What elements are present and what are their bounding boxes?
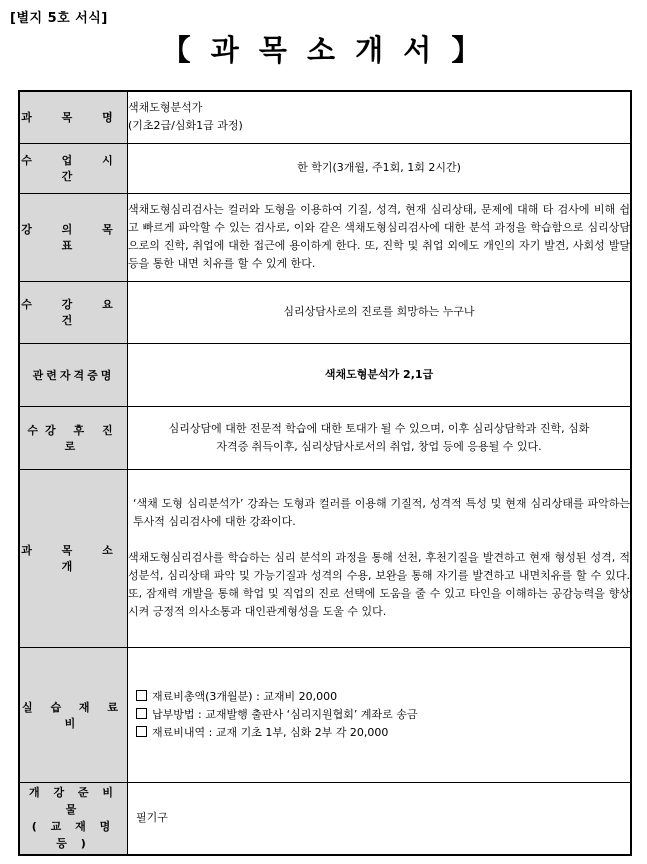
row-class-time (19, 143, 631, 193)
course-intro-paragraph-1: ‘색채 도형 심리분석가’ 강좌는 도형과 컬러를 이용해 기질적, 성격적 특성 및 현재 심리상태를 파악하는 투사적 심리검사에 대한 강좌이다. (133, 497, 630, 528)
subject-name-line2: (기초2급/심화1급 과정) (128, 119, 243, 133)
document-title: 【 과 목 소 개 서 】 (161, 33, 486, 67)
label-lecture-objective: 강 의 목 표 (19, 193, 128, 281)
material-item-total-text: 재료비총액(3개월분) : 교재비 20,000 (152, 689, 338, 703)
label-related-certificate: 관련자격증명 (19, 343, 128, 406)
checkbox-icon (136, 726, 147, 737)
value-lecture-objective: 색채도형심리검사는 컬러와 도형을 이용하여 기질, 성격, 현재 심리상태, 문제에 대해 타 검사에 비해 쉽고 빠르게 파악할 수 있는 검사로, 이와 같은 색채도형심리검사에 대한 분석 과정을 학습함으로 심리상담으로의 진학, 취업에 대한 접근에 용이하게 한다. 또, 진학 및 취업 외에도 개인의 자기 발견, 사회성 발달등을 통한 내면 치유를 할 수 있게 한다. (128, 193, 632, 281)
label-preparation-line2: ( 교 재 명 등 ) (31, 820, 116, 851)
value-enrollment-requirement: 심리상담사로의 진로를 희망하는 누구나 (128, 281, 632, 343)
label-course-introduction: 과 목 소 개 (19, 469, 128, 647)
label-practice-material-cost: 실 습 재 료 비 (19, 647, 128, 782)
label-enrollment-requirement: 수 강 요 건 (19, 281, 128, 343)
career-path-line1: 심리상담에 대한 전문적 학습에 대한 토대가 될 수 있으며, 이후 심리상담학과 진학, 심화 (168, 421, 590, 435)
row-career-path (19, 406, 631, 469)
row-enrollment-requirement (19, 281, 631, 343)
checkbox-icon (136, 690, 147, 701)
material-item-total (128, 688, 630, 706)
material-item-payment (128, 706, 630, 724)
form-number-label: [별지 5호 서식] (10, 11, 108, 26)
row-practice-material-cost (19, 647, 631, 782)
value-career-path (128, 406, 632, 469)
material-item-details (128, 724, 630, 742)
value-practice-material-cost (128, 647, 632, 782)
course-intro-paragraph-2: 색채도형심리검사를 학습하는 심리 분석의 과정을 통해 선천, 후천기질을 발견하고 현재 형성된 성격, 적성분석, 심리상태 파악 및 가능기질과 성격의 수용, 보완을 통해 자기를 발견하고 내면치유를 할 수 있다. 또, 잠재력 개발을 통해 학업 및 직업의 진로 선택에 도움을 줄 수 있고 타인을 이해하는 공감능력을 향상시켜 긍정적 의사소통과 대인관계형성을 도울 수 있다. (128, 551, 630, 618)
label-preparation-items (19, 782, 128, 855)
label-career-path: 수강 후 진로 (19, 406, 128, 469)
value-preparation-items: 필기구 (128, 782, 632, 855)
career-path-line2: 자격증 취득이후, 심리상담사로서의 취업, 창업 등에 응용될 수 있다. (216, 439, 542, 453)
paragraph-spacer (128, 531, 630, 549)
subject-name-line1: 색채도형분석가 (128, 101, 203, 115)
material-item-details-text: 재료비내역 : 교재 기초 1부, 심화 2부 각 20,000 (152, 725, 389, 739)
value-subject-name (128, 91, 632, 143)
value-class-time: 한 학기(3개월, 주1회, 1회 2시간) (128, 143, 632, 193)
value-course-introduction (128, 469, 632, 647)
row-preparation-items (19, 782, 631, 855)
label-preparation-line1: 개 강 준 비 물 (29, 786, 118, 817)
checkbox-icon (136, 708, 147, 719)
row-related-certificate (19, 343, 631, 406)
course-intro-table (18, 90, 632, 856)
value-related-certificate: 색채도형분석가 2,1급 (128, 343, 632, 406)
material-item-payment-text: 납부방법 : 교재발행 출판사 ‘심리지원협회’ 계좌로 송금 (152, 707, 418, 721)
row-subject-name (19, 91, 631, 143)
label-subject-name: 과 목 명 (19, 91, 128, 143)
row-lecture-objective (19, 193, 631, 281)
label-class-time: 수 업 시 간 (19, 143, 128, 193)
row-course-introduction (19, 469, 631, 647)
